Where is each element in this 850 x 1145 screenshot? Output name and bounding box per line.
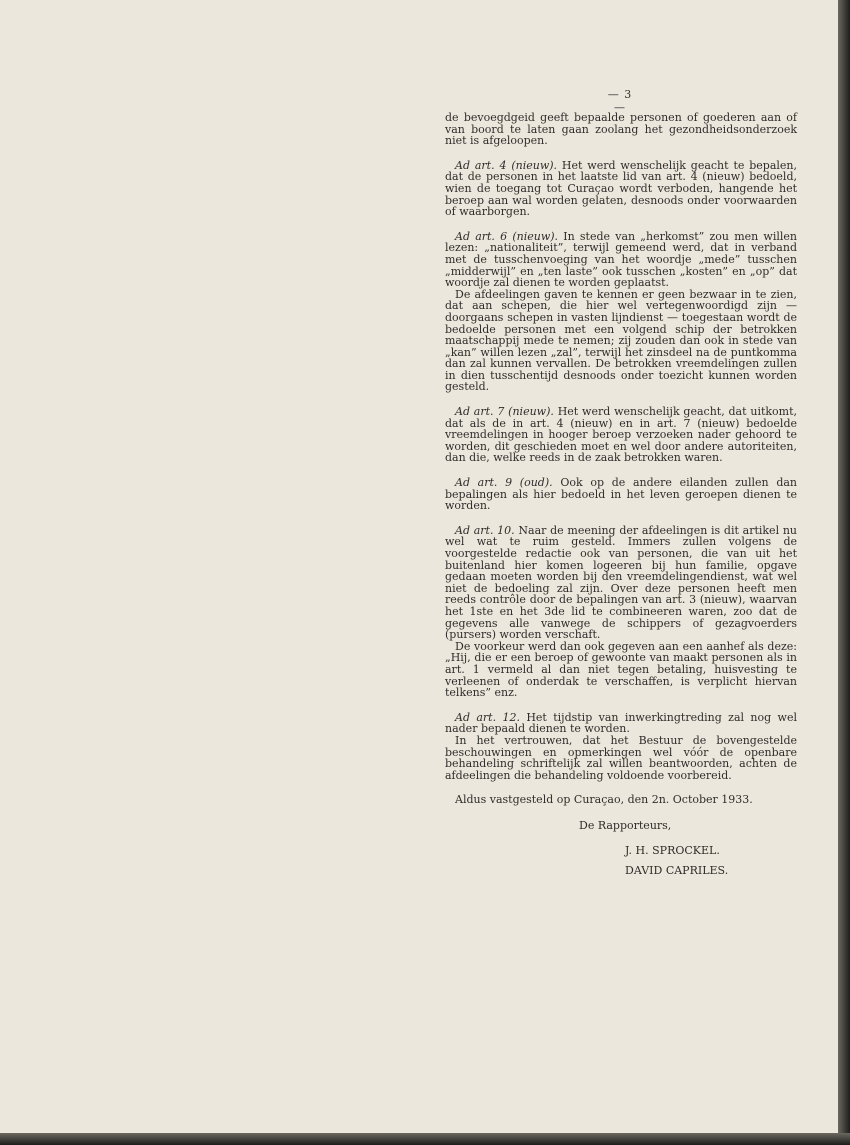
page-edge-shadow [838, 0, 850, 1145]
paragraph-block-art7 [445, 406, 797, 464]
paragraph-block-art4 [445, 160, 797, 218]
paragraph: Ad art. 7 (nieuw). Het werd wenschelijk geacht, dat uitkomt, dat als de in art. 4 (nieuw) en in art. 7 (nieuw) bedoelde vreemdelingen in hooger beroep verzoeken nader gehoord te worden, dit geschieden moet en wel door andere autoriteiten, dan die, welke reeds in de zaak betrokken waren. [445, 405, 798, 465]
article-heading: Ad art. 12. [455, 710, 520, 724]
sub-paragraph: In het vertrouwen, dat het Bestuur de bovengestelde beschouwingen en opmerkingen wel vóór de openbare behandeling schriftelijk zal willen beantwoorden, achten de afdeelingen die behandeling voldoende voorbereid. [445, 733, 797, 782]
signatory-name: DAVID CAPRILES. [625, 864, 729, 878]
article-heading: Ad art. 10. [455, 523, 515, 537]
article-heading: Ad art. 6 (nieuw). [455, 229, 559, 243]
paragraph: Ad art. 10. Naar de meening der afdeelingen is dit artikel nu wel wat te ruim gesteld. Immers zullen volgens de voorgestelde redactie ook van personen, die van uit het buitenland hier komen logeeren bij hun familie, opgave gedaan moeten worden bij den vreemdelingendienst, wat wel niet de bedoeling zal zijn. Over deze personen heeft men reeds contrôle door de bepalingen van art. 3 (nieuw), waarvan het 1ste en het 3de lid te combineeren waren, zoo dat de gegevens alle vanwege de schippers of gezagvoerders (pursers) worden verschaft. [445, 523, 797, 642]
closing-date-line: Aldus vastgesteld op Curaçao, den 2n. October 1933. [455, 793, 753, 807]
signatory-name: J. H. SPROCKEL. [625, 844, 720, 858]
article-heading: Ad art. 7 (nieuw). [455, 405, 554, 419]
sub-paragraph: De afdeelingen gaven te kennen er geen bezwaar in te zien, dat aan schepen, die hier wel vertegenwoordigd zijn — doorgaans schepen in vasten lijndienst — toegestaan wordt de bedoelde personen met een volgend schip der betrokken maatschappij mede te nemen; zij zouden dan ook in stede van „kan” willen lezen „zal”, terwijl het zinsdeel na de puntkomma dan zal kunnen vervallen. De betrokken vreemdelingen zullen in dien tusschentijd desnoods onder toezicht kunnen worden gesteld. [445, 287, 797, 394]
paragraph-block-art9 [445, 477, 797, 512]
paragraph: Ad art. 12. Het tijdstip van inwerkingtreding zal nog wel nader bepaald dienen te worden. [445, 710, 797, 736]
paragraph-block-art12 [445, 712, 797, 782]
paragraph: Ad art. 9 (oud). Ook op de andere eilanden zullen dan bepalingen als hier bedoeld in het leven geroepen dienen te worden. [445, 476, 798, 513]
paragraph: de bevoegdgeid geeft bepaalde personen of goederen aan of van boord te laten gaan zoolang het gezondheidsonderzoek niet is afgeloopen. [445, 111, 797, 148]
paragraph-block-1 [445, 112, 797, 147]
paragraph-block-art6 [445, 231, 797, 393]
page-edge-shadow [0, 1133, 850, 1145]
article-heading: Ad art. 9 (oud). [455, 476, 553, 490]
paragraph: Ad art. 6 (nieuw). In stede van „herkomst” zou men willen lezen: „nationaliteit”, terwijl gemeend werd, dat in verband met de tusschenvoeging van het woordje „mede” tusschen „midderwijl” en „ten laste” ook tusschen „kosten” en „op” dat woordje zal dienen te worden geplaatst. [445, 229, 797, 290]
paragraph-block-art10 [445, 525, 797, 699]
paragraph: Ad art. 4 (nieuw). Het werd wenschelijk geacht te bepalen, dat de personen in het laatste lid van art. 4 (nieuw) bedoeld, wien de toegang tot Curaçao wordt verboden, hangende het beroep aan wal worden gelaten, desnoods onder voorwaarden of waarborgen. [445, 158, 797, 219]
rapporteurs-label: De Rapporteurs, [579, 818, 672, 832]
page-number: — 3 — [607, 88, 633, 114]
sub-paragraph: De voorkeur werd dan ook gegeven aan een aanhef als deze: „Hij, die er een beroep of gewoonte van maakt personen als in art. 1 vermeld al dan niet tegen betaling, huisvesting te verleenen of onderdak te verschaffen, is verplicht hiervan telkens” enz. [445, 639, 797, 700]
text-column [445, 112, 797, 877]
article-heading: Ad art. 4 (nieuw). [455, 158, 558, 172]
